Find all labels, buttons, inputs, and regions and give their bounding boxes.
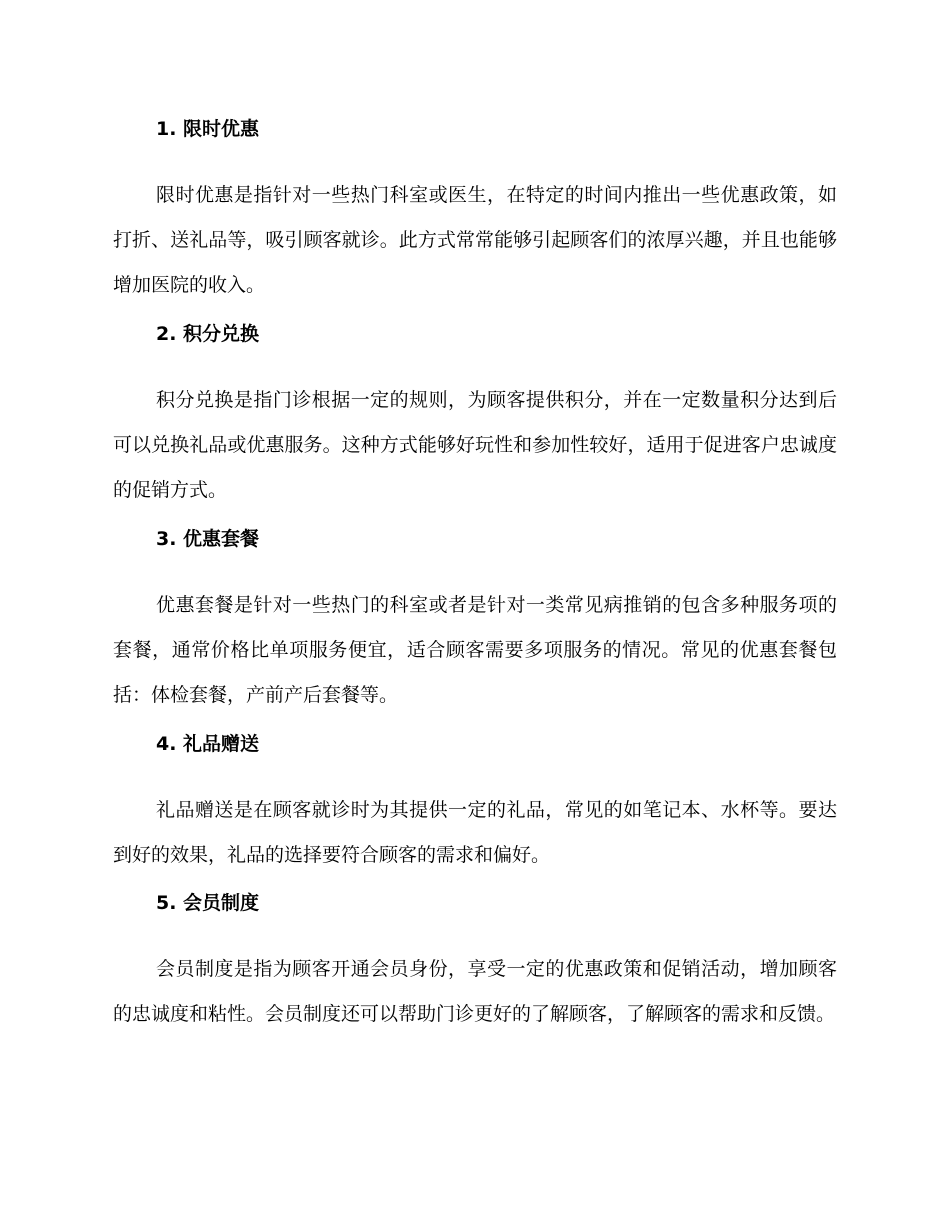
section-gift-giving	[113, 731, 837, 878]
paragraph-line: 用于促进客户忠诚度的促销方式。	[113, 434, 837, 501]
section-paragraph	[113, 583, 837, 718]
section-limited-time-offer	[113, 116, 837, 308]
section-paragraph	[113, 173, 837, 308]
section-discount-package	[113, 526, 837, 718]
paragraph-line: 政策，如打折、送礼品等，吸引顾客就诊。此方式常常能够引起顾客们的浓	[113, 184, 837, 251]
section-heading: 3. 优惠套餐	[156, 528, 260, 550]
paragraph-line: 常见的优惠套餐包括：体检套餐，产前产后套餐等。	[113, 639, 837, 706]
paragraph-line: 等。要达到好的效果，礼品的选择要符合顾客的需求和偏好。	[113, 799, 837, 866]
paragraph-line: 礼品赠送是在顾客就诊时为其提供一定的礼品，常见的如笔记本、水杯	[156, 799, 760, 821]
paragraph-line: 顾客的需求和反馈。	[664, 1003, 836, 1025]
section-heading: 1. 限时优惠	[156, 118, 260, 140]
section-heading: 2. 积分兑换	[156, 323, 260, 345]
section-heading: 5. 会员制度	[156, 892, 260, 914]
paragraph-line: 厚兴趣，并且也能够增加医院的收入。	[113, 229, 837, 296]
section-paragraph	[113, 378, 837, 513]
section-membership	[113, 890, 837, 1037]
paragraph-line: 积分兑换是指门诊根据一定的规则，为顾客提供积分，并在一定数量积	[156, 389, 760, 411]
section-points-exchange	[113, 321, 837, 513]
paragraph-line: 分达到后可以兑换礼品或优惠服务。这种方式能够好玩性和参加性较好，适	[113, 389, 837, 456]
section-paragraph	[113, 947, 837, 1037]
section-heading: 4. 礼品赠送	[156, 733, 260, 755]
paragraph-line: 会员制度是指为顾客开通会员身份，享受一定的优惠政策和促销活动，	[156, 958, 760, 980]
paragraph-line: 服务项的套餐，通常价格比单项服务便宜，适合顾客需要多项服务的情况。	[113, 594, 837, 661]
section-paragraph	[113, 788, 837, 878]
paragraph-line: 限时优惠是指针对一些热门科室或医生，在特定的时间内推出一些优惠	[156, 184, 760, 206]
paragraph-line: 增加顾客的忠诚度和粘性。会员制度还可以帮助门诊更好的了解顾客，了解	[113, 958, 837, 1025]
paragraph-line: 优惠套餐是针对一些热门的科室或者是针对一类常见病推销的包含多种	[156, 594, 760, 616]
